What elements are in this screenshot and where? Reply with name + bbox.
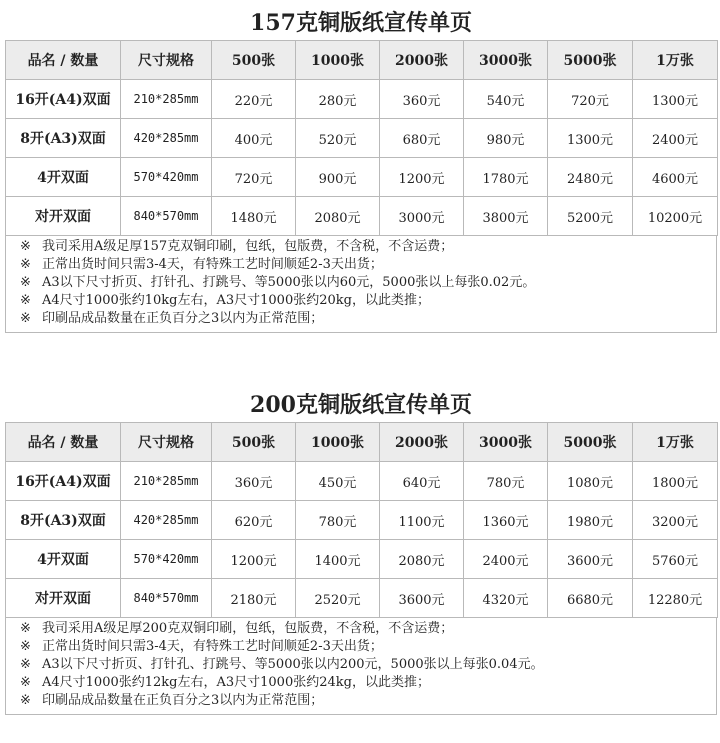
price-cell: 12280元 — [633, 579, 718, 618]
price-section-157g — [5, 6, 717, 333]
price-cell: 540元 — [464, 80, 548, 119]
price-cell: 1080元 — [548, 462, 633, 501]
note-text: 我司采用A级足厚157克双铜印刷，包纸，包版费，不含税，不含运费； — [42, 239, 454, 254]
note-mark: ※ — [20, 239, 31, 254]
price-cell: 3200元 — [633, 501, 718, 540]
price-cell: 780元 — [464, 462, 548, 501]
header-cell: 3000张 — [464, 423, 548, 462]
header-cell: 5000张 — [548, 423, 633, 462]
header-cell: 品名 / 数量 — [6, 41, 121, 80]
size-cell: 570*420mm — [121, 158, 212, 197]
size-cell: 570*420mm — [121, 540, 212, 579]
price-cell: 1480元 — [212, 197, 296, 236]
price-cell: 2400元 — [633, 119, 718, 158]
table-row — [6, 119, 718, 158]
price-cell: 4600元 — [633, 158, 718, 197]
price-cell: 1980元 — [548, 501, 633, 540]
price-cell: 360元 — [380, 80, 464, 119]
size-cell: 840*570mm — [121, 579, 212, 618]
note-mark: ※ — [20, 621, 31, 636]
price-cell: 640元 — [380, 462, 464, 501]
price-cell: 1300元 — [633, 80, 718, 119]
product-name-cell: 16开(A4)双面 — [6, 462, 121, 501]
section-title: 200克铜版纸宣传单页 — [250, 392, 472, 418]
header-cell: 1万张 — [633, 41, 718, 80]
price-cell: 5760元 — [633, 540, 718, 579]
note-mark: ※ — [20, 693, 31, 708]
price-cell: 6680元 — [548, 579, 633, 618]
price-cell: 2400元 — [464, 540, 548, 579]
price-cell: 720元 — [548, 80, 633, 119]
note-text: 我司采用A级足厚200克双铜印刷，包纸，包版费，不含税，不含运费； — [42, 621, 454, 636]
note-text: A3以下尺寸折页、打针孔、打跳号、等5000张以内60元，5000张以上每张0.02元。 — [42, 275, 536, 290]
note-text: A3以下尺寸折页、打针孔、打跳号、等5000张以内200元，5000张以上每张0.04元。 — [42, 657, 544, 672]
header-cell: 2000张 — [380, 41, 464, 80]
notes-box — [5, 618, 717, 715]
header-cell: 尺寸规格 — [121, 423, 212, 462]
product-name-cell: 16开(A4)双面 — [6, 80, 121, 119]
header-cell: 500张 — [212, 423, 296, 462]
size-cell: 420*285mm — [121, 501, 212, 540]
price-cell: 900元 — [296, 158, 380, 197]
product-name-cell: 8开(A3)双面 — [6, 119, 121, 158]
header-cell: 尺寸规格 — [121, 41, 212, 80]
table-row — [6, 540, 718, 579]
note-mark: ※ — [20, 293, 31, 308]
note-mark: ※ — [20, 657, 31, 672]
price-cell: 620元 — [212, 501, 296, 540]
note-line — [20, 638, 716, 656]
section-title: 157克铜版纸宣传单页 — [250, 10, 472, 36]
price-cell: 3600元 — [548, 540, 633, 579]
price-cell: 450元 — [296, 462, 380, 501]
price-cell: 1400元 — [296, 540, 380, 579]
note-line — [20, 238, 716, 256]
price-cell: 10200元 — [633, 197, 718, 236]
note-mark: ※ — [20, 257, 31, 272]
notes-box — [5, 236, 717, 333]
header-cell: 品名 / 数量 — [6, 423, 121, 462]
note-mark: ※ — [20, 675, 31, 690]
price-cell: 360元 — [212, 462, 296, 501]
price-cell: 1300元 — [548, 119, 633, 158]
note-line — [20, 310, 716, 328]
price-table — [5, 40, 718, 236]
price-cell: 4320元 — [464, 579, 548, 618]
header-cell: 1000张 — [296, 41, 380, 80]
price-section-200g — [5, 388, 717, 715]
price-cell: 5200元 — [548, 197, 633, 236]
note-line — [20, 656, 716, 674]
note-line — [20, 674, 716, 692]
price-cell: 1360元 — [464, 501, 548, 540]
note-text: A4尺寸1000张约10kg左右，A3尺寸1000张约20kg，以此类推； — [42, 293, 430, 308]
price-cell: 680元 — [380, 119, 464, 158]
price-cell: 3800元 — [464, 197, 548, 236]
table-row — [6, 197, 718, 236]
price-cell: 1800元 — [633, 462, 718, 501]
price-cell: 1780元 — [464, 158, 548, 197]
note-text: A4尺寸1000张约12kg左右，A3尺寸1000张约24kg，以此类推； — [42, 675, 430, 690]
price-cell: 720元 — [212, 158, 296, 197]
product-name-cell: 4开双面 — [6, 158, 121, 197]
header-cell: 5000张 — [548, 41, 633, 80]
table-row — [6, 501, 718, 540]
product-name-cell: 4开双面 — [6, 540, 121, 579]
product-name-cell: 对开双面 — [6, 579, 121, 618]
note-text: 正常出货时间只需3-4天，有特殊工艺时间顺延2-3天出货； — [42, 639, 383, 654]
price-cell: 780元 — [296, 501, 380, 540]
note-line — [20, 292, 716, 310]
header-cell: 1000张 — [296, 423, 380, 462]
note-mark: ※ — [20, 311, 31, 326]
price-cell: 1200元 — [380, 158, 464, 197]
price-cell: 2480元 — [548, 158, 633, 197]
product-name-cell: 对开双面 — [6, 197, 121, 236]
price-cell: 3000元 — [380, 197, 464, 236]
note-text: 印刷品成品数量在正负百分之3以内为正常范围； — [42, 693, 324, 708]
note-line — [20, 256, 716, 274]
price-cell: 220元 — [212, 80, 296, 119]
price-table — [5, 422, 718, 618]
note-text: 印刷品成品数量在正负百分之3以内为正常范围； — [42, 311, 324, 326]
header-cell: 2000张 — [380, 423, 464, 462]
product-name-cell: 8开(A3)双面 — [6, 501, 121, 540]
price-cell: 2180元 — [212, 579, 296, 618]
price-cell: 2080元 — [380, 540, 464, 579]
price-cell: 400元 — [212, 119, 296, 158]
size-cell: 840*570mm — [121, 197, 212, 236]
price-cell: 280元 — [296, 80, 380, 119]
header-cell: 1万张 — [633, 423, 718, 462]
note-line — [20, 274, 716, 292]
table-header-row — [6, 423, 718, 462]
price-cell: 2520元 — [296, 579, 380, 618]
price-cell: 2080元 — [296, 197, 380, 236]
size-cell: 210*285mm — [121, 462, 212, 501]
note-mark: ※ — [20, 639, 31, 654]
price-cell: 980元 — [464, 119, 548, 158]
table-row — [6, 462, 718, 501]
size-cell: 420*285mm — [121, 119, 212, 158]
note-line — [20, 620, 716, 638]
size-cell: 210*285mm — [121, 80, 212, 119]
table-row — [6, 80, 718, 119]
price-cell: 3600元 — [380, 579, 464, 618]
note-mark: ※ — [20, 275, 31, 290]
note-line — [20, 692, 716, 710]
header-cell: 500张 — [212, 41, 296, 80]
price-cell: 1100元 — [380, 501, 464, 540]
price-cell: 1200元 — [212, 540, 296, 579]
table-header-row — [6, 41, 718, 80]
table-row — [6, 158, 718, 197]
header-cell: 3000张 — [464, 41, 548, 80]
note-text: 正常出货时间只需3-4天，有特殊工艺时间顺延2-3天出货； — [42, 257, 383, 272]
table-row — [6, 579, 718, 618]
price-cell: 520元 — [296, 119, 380, 158]
